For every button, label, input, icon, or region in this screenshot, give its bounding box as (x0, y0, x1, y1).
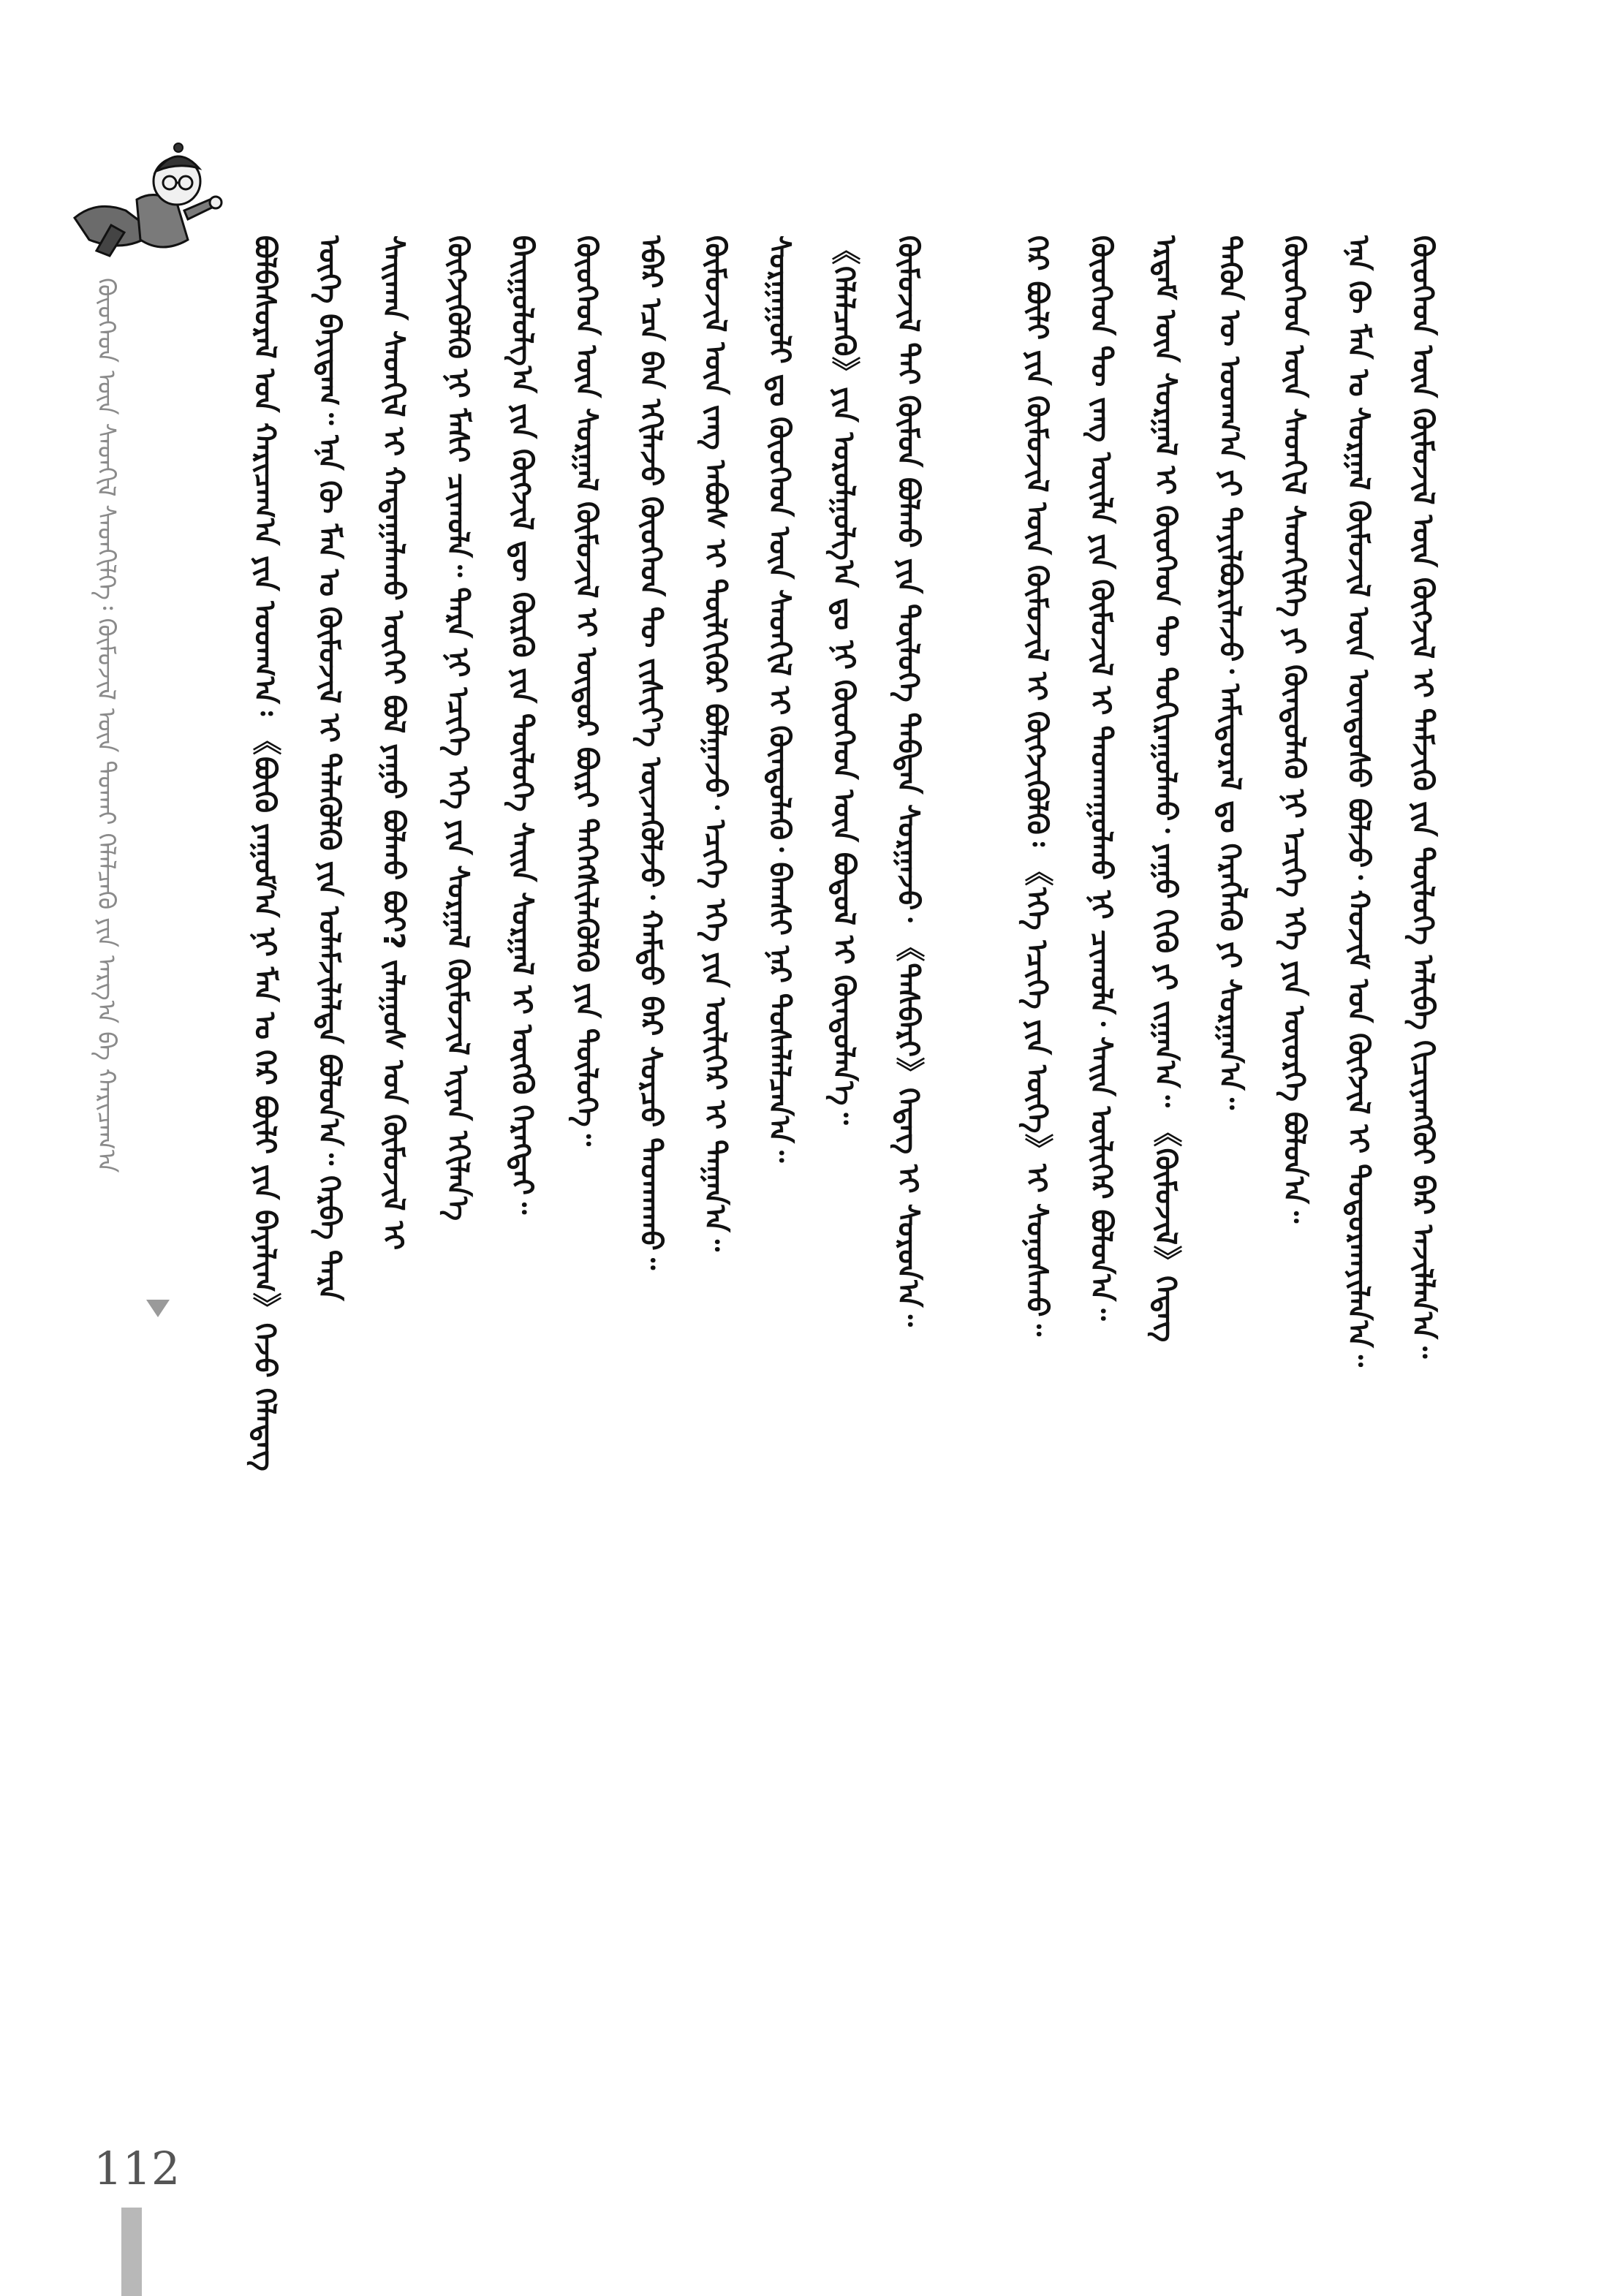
text-column: ᠡᠪᠡᠷ ᠡᠴᠡ ᠪᠡᠨ ᠡᠬᠢᠯᠡᠵᠦ ᠬᠦᠦᠬᠡᠳ ᠲᠦ ᠵᠢᠱᠢᠶ᠎ᠡ ᠦᠵᠡᠭᠦᠯᠵᠦ᠂ ᠬᠠᠮᠲᠤ ᠪᠡᠷ ᠰᠤᠷᠴᠤ ᠳᠠᠳᠬᠠᠬᠤ᠃ (634, 235, 667, 1270)
text-column: ᠡᠨᠡ ᠬᠦ ᠮᠠᠨ ᠤ ᠰᠤᠷᠭᠠᠯ ᠬᠦᠮᠦᠵᠢᠯ ᠦᠨ ᠦᠨᠳᠦᠰᠦ ᠪᠣᠯᠵᠤ᠂ ᠬᠣᠵᠢᠮ ᠤᠨ ᠬᠥᠭᠵᠢᠯ ᠢ ᠲᠣᠳᠤᠷᠬᠠᠶᠢᠯᠠᠨ᠎ᠠ᠃ (1342, 235, 1375, 1367)
text-column: ᠪᠠᠢᠭᠤᠯᠤᠯᠭ᠎ᠠ ᠶᠢᠨ ᠬᠥᠭᠵᠢᠯ ᠳᠦ ᠬᠦᠷᠬᠦ ᠶᠢᠨ ᠲᠥᠯᠥᠭᠡ ᠰᠠᠢᠨ ᠰᠤᠷᠭᠠᠯ ᠢ ᠥᠭᠬᠦ ᠬᠡᠷᠡᠭᠲᠡᠢ᠃ (505, 235, 539, 1215)
text-column: ᠲᠡᠭᠦᠨ ᠦ ᠤᠳᠬ᠎ᠠ ᠶᠢ ᠲᠠᠶᠢᠯᠪᠤᠷᠢᠯᠠᠵᠤ᠂ ᠠᠮᠢᠳᠤᠷᠠᠯ ᠳᠤ ᠬᠡᠷᠡᠭᠯᠡᠬᠦ ᠶᠢ ᠰᠤᠷᠭᠠᠨ᠎ᠠ᠃ (1213, 235, 1246, 1110)
text-column: ᠬᠦᠦᠬᠡᠳ ᠦᠨ ᠰᠤᠷᠭᠠᠯ ᠬᠦᠮᠦᠵᠢᠯ ᠢ ᠥᠳᠦᠷ ᠪᠦᠷᠢ ᠳᠡᠭᠡᠭᠰᠢᠯᠡᠭᠦᠯᠬᠦ ᠶᠢᠨ ᠲᠥᠯᠥᠭᠡ᠃ (570, 235, 603, 1146)
header-triangle-marker (146, 1300, 170, 1317)
text-column: ᠬᠦᠦᠬᠡᠳ ᠲᠦ ᠵᠠᠩ ᠦᠢᠯᠡ ᠶᠢᠨ ᠬᠦᠮᠦᠵᠢᠯ ᠢ ᠳᠠᠳᠬᠠᠭᠤᠯᠬᠤ ᠨᠢ ᠴᠢᠬᠤᠯᠠ᠂ ᠰᠠᠢᠨ ᠦᠯᠢᠭᠡᠷ ᠪᠣᠯᠤᠨ᠎ᠠ᠃ (1084, 235, 1118, 1321)
text-column: ᠪᠣᠯᠪᠠᠰᠤᠷᠠᠯ ᠤᠨ ᠬᠠᠷᠢᠴᠠᠭ᠎ᠠ ᠶᠢᠨ ᠤᠳᠬ᠎ᠠ᠄ 《ᠪᠦᠬᠦ ᠶᠠᠭᠤᠮ᠎ᠠ ᠨᠢ ᠮᠠᠨ ᠤ ᠭᠡᠷ ᠪᠦᠯᠢ ᠶᠢᠨ ᠪᠠᠶᠠᠯᠢᠭ》ᠭᠡᠵᠦ ᠬᠡᠯᠡᠳᠡᠭ (248, 235, 281, 1471)
page-number: 112 (94, 2142, 181, 2195)
text-column: ᠬᠦᠦᠬᠡᠳ ᠦᠨ ᠬᠦᠮᠦᠵᠢᠯ ᠦᠨ ᠬᠥᠭᠵᠢᠯ ᠢ ᠳᠡᠮᠵᠢᠬᠦ ᠶᠢᠨ ᠲᠥᠯᠥᠭᠡ ᠠᠯᠢᠪᠠ ᠬᠢᠴᠢᠶᠡᠩᠭᠦᠢ ᠪᠡᠷ ᠠᠵᠢᠯᠯᠠᠨ᠎ᠠ᠃ (1406, 235, 1439, 1359)
page-edge-bar (121, 2208, 142, 2296)
text-column: ᠰᠠᠢᠬᠠᠨ ᠰᠡᠳᠬᠢᠯ ᠢ ᠬᠠᠳᠠᠭᠠᠯᠠᠬᠤ ᠦᠭᠡᠢ ᠪᠣᠯ ᠶᠠᠭᠤ ᠪᠣᠯᠬᠤ ᠪᠤᠢ? ᠵᠠᠯᠠᠭᠤᠰ ᠤᠨ ᠬᠦᠮᠦᠵᠢᠯ ᠢ (377, 235, 410, 1251)
running-header: ᠬᠦᠦᠬᠡᠳ ᠦᠨ ᠰᠡᠳᠬᠢᠯ ᠰᠡᠳᠬᠢᠯᠭᠡ᠄ ᠬᠦᠮᠦᠵᠢᠯ ᠦᠨ ᠲᠤᠬᠠᠢ ᠬᠡᠯᠡᠯᠴᠡᠬᠦ ᠶᠢᠨ ᠠᠷᠭ᠎ᠠ ᠪᠠ ᠬᠠᠷᠢᠴᠠᠭ᠎ᠠ (91, 278, 121, 1173)
text-column: ᠬᠦᠮᠦᠵᠢᠯ ᠦᠨ ᠵᠠᠩ ᠠᠪᠤᠰ ᠢ ᠲᠦᠯᠬᠢᠭᠦᠷ ᠪᠣᠯᠭᠠᠵᠤ᠂ ᠡᠴᠢᠭᠡ ᠡᠬᠡ ᠶᠢᠨ ᠦᠯᠢᠭᠡᠷ ᠢ ᠳᠠᠭᠠᠨ᠎ᠠ᠃ (698, 235, 732, 1251)
text-column: ᠭᠡᠷ ᠪᠦᠯᠢ ᠶᠢᠨ ᠬᠦᠮᠦᠵᠢᠯ ᠦᠨ ᠬᠦᠮᠦᠵᠢᠯ ᠢ ᠬᠥᠭᠵᠢᠭᠦᠯᠬᠦ᠄ 《ᠡᠬᠡ ᠡᠴᠢᠭᠡ ᠶᠢᠨ ᠦᠭᠡ》ᠢ ᠰᠣᠨᠣᠰᠬᠤ᠃ (1020, 235, 1053, 1336)
body-text (232, 235, 1475, 2107)
text-column: ᠬᠦᠮᠦᠵᠢᠯ ᠲᠡᠢ ᠬᠦᠮᠦᠨ ᠪᠣᠯᠬᠤ ᠶᠢᠨ ᠲᠥᠯᠥᠭᠡ ᠳᠠᠪᠲᠠᠨ ᠰᠤᠷᠭᠠᠵᠤ᠂ 《ᠲᠡᠰᠪᠡᠷᠢ》ᠭᠡᠳᠡᠭ ᠢ ᠰᠤᠷᠤᠨ᠎ᠠ᠃ (891, 235, 925, 1327)
text-column (940, 235, 1005, 2107)
text-column: ᠦᠭᠡ ᠪᠠᠶᠢᠳᠠᠭ᠃ ᠡᠨᠡ ᠬᠦ ᠮᠠᠨ ᠤ ᠬᠦᠮᠦᠵᠢᠯ ᠢ ᠲᠡᠯᠡᠭᠦᠯᠬᠦ ᠶᠢᠨ ᠤᠯᠠᠮᠵᠢᠯᠠᠯᠲᠠ ᠪᠣᠯᠤᠨ᠎ᠠ᠃ ᠬᠡᠷᠪᠡ ᠲᠡᠷᠡ (312, 235, 346, 1301)
text-column: 《ᠬᠡᠯᠡᠯᠴᠡᠬᠦ》ᠶᠢᠨ ᠤᠷᠤᠯᠭᠤᠯᠭ᠎ᠠ ᠳᠤ ᠨᠢ ᠬᠦᠦᠬᠡᠳ ᠦᠨ ᠪᠤᠳᠤᠯ ᠢ ᠬᠦᠨᠳᠦᠯᠡᠨ᠎ᠡ᠃ (827, 235, 860, 1125)
text-column: ᠬᠦᠦᠬᠡᠳ ᠦᠨ ᠰᠡᠳᠬᠢᠯ ᠰᠡᠳᠬᠢᠯᠭᠡ ᠶᠢ ᠬᠦᠨᠳᠦᠯᠡᠬᠦ ᠨᠢ ᠡᠴᠢᠭᠡ ᠡᠬᠡ ᠶᠢᠨ ᠦᠦᠷᠭᠡ ᠪᠣᠯᠤᠨ᠎ᠠ᠃ (1277, 235, 1311, 1224)
text-column: ᠰᠤᠷᠭᠠᠭᠤᠯᠢ ᠳᠤ ᠬᠦᠦᠬᠡᠳ ᠦᠨ ᠰᠡᠳᠬᠢᠯ ᠢ ᠬᠦᠨᠳᠦᠯᠡᠬᠦ᠂ ᠪᠠᠭᠰᠢ ᠨᠠᠷ ᠲᠤᠰᠠᠯᠠᠯᠴᠠᠨ᠎ᠠ᠃ (763, 235, 796, 1163)
text-column: ᠬᠥᠭᠵᠢᠭᠦᠯᠬᠦ ᠨᠢ ᠮᠠᠰᠢ ᠴᠢᠬᠤᠯᠠ᠃ ᠲᠡᠷᠡ ᠨᠢ ᠡᠴᠢᠭᠡ ᠡᠬᠡ ᠶᠢᠨ ᠰᠤᠷᠭᠠᠯ ᠬᠦᠮᠦᠵᠢᠯ ᠢᠶᠡᠨ ᠡᠬᠢᠯᠡᠨ᠎ᠡ (441, 235, 474, 1221)
mascot-boy-illustration (67, 130, 228, 276)
text-column: ᠡᠷᠳᠡᠮ ᠦᠨ ᠰᠤᠷᠭᠠᠯ ᠢ ᠬᠦᠦᠬᠡᠳ ᠲᠦ ᠲᠣᠬᠢᠷᠠᠭᠤᠯᠬᠤ᠂ ᠶᠠᠭᠤ ᠬᠢᠬᠦ ᠶᠢ ᠵᠢᠭᠠᠨ᠎ᠠ᠃ 《ᠬᠦᠮᠦᠵᠢᠯ》ᠭᠡᠳᠡᠭ (1149, 235, 1182, 1343)
